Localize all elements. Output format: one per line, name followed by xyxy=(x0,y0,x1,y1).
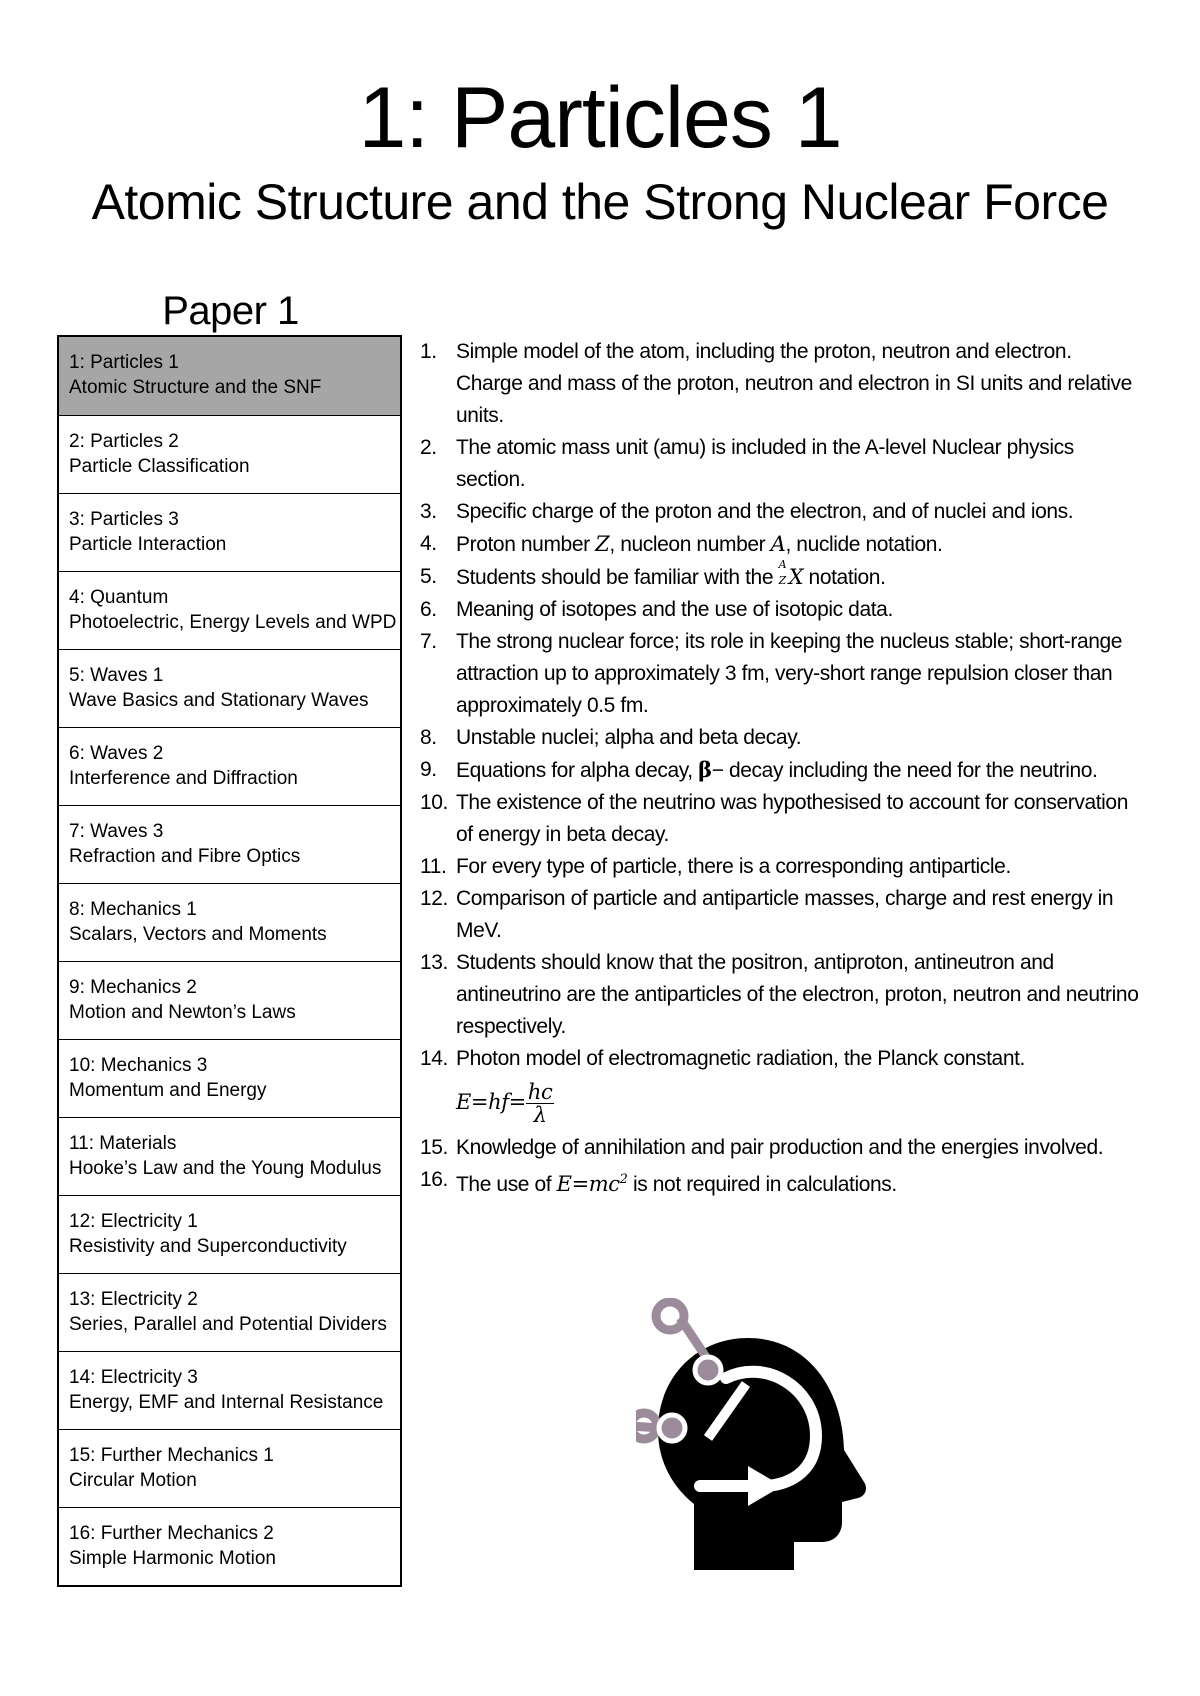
spec-item-number: 16. xyxy=(420,1168,448,1191)
nuclide-atomic-number: Z xyxy=(778,574,786,587)
nav-item-title: 13: Electricity 2 xyxy=(69,1289,198,1310)
spec-item xyxy=(420,432,1140,496)
spec-item-text: Proton number xyxy=(456,533,596,556)
spec-item-text: For every type of particle, there is a corresponding antiparticle. xyxy=(456,855,1011,878)
spec-item-number: 2. xyxy=(420,436,437,459)
nav-item-subtitle: Photoelectric, Energy Levels and WPD xyxy=(69,612,397,633)
spec-item xyxy=(420,626,1140,722)
nav-item-electricity-3[interactable] xyxy=(59,1351,400,1429)
spec-item-number: 11. xyxy=(420,855,447,878)
nav-item-title: 9: Mechanics 2 xyxy=(69,977,197,998)
nav-item-particles-1[interactable] xyxy=(59,337,400,415)
topic-nav xyxy=(57,335,402,1587)
spec-item-text: Simple model of the atom, including the proton, neutron and electron. Charge and mass of the proton, neutron and electron in SI units and relative units. xyxy=(456,340,1132,427)
equation-denominator: λ xyxy=(533,1103,547,1127)
network-node xyxy=(695,1357,721,1383)
nav-item-subtitle: Interference and Diffraction xyxy=(69,768,298,789)
spec-item xyxy=(420,496,1140,528)
spec-item-text: Meaning of isotopes and the use of isotopic data. xyxy=(456,598,893,621)
nav-item-subtitle: Momentum and Energy xyxy=(69,1080,267,1101)
nuclide-mass-number: A xyxy=(778,558,787,571)
spec-item-text: Equations for alpha decay, xyxy=(456,759,699,782)
nav-item-title: 1: Particles 1 xyxy=(69,352,179,373)
spec-item-number: 9. xyxy=(420,758,437,781)
nav-item-title: 8: Mechanics 1 xyxy=(69,899,197,920)
spec-item-text: − decay including the need for the neutrino. xyxy=(711,759,1098,782)
nav-item-subtitle: Refraction and Fibre Optics xyxy=(69,846,301,867)
spec-item-text: Comparison of particle and antiparticle masses, charge and rest energy in MeV. xyxy=(456,887,1114,942)
spec-item-text: Students should know that the positron, antiproton, antineutron and antineutrino are the antiparticles of the electron, proton, neutron and neutrino respectively. xyxy=(456,951,1139,1038)
nav-item-title: 16: Further Mechanics 2 xyxy=(69,1523,274,1544)
spec-item-number: 6. xyxy=(420,598,437,621)
nav-item-particles-2[interactable] xyxy=(59,415,400,493)
spec-item xyxy=(420,1132,1140,1164)
nav-item-subtitle: Motion and Newton’s Laws xyxy=(69,1002,296,1023)
spec-item-text: Knowledge of annihilation and pair production and the energies involved. xyxy=(456,1136,1104,1159)
nav-item-quantum[interactable] xyxy=(59,571,400,649)
paper-label: Paper 1 xyxy=(162,289,299,333)
nav-item-title: 3: Particles 3 xyxy=(69,509,179,530)
nav-item-electricity-1[interactable] xyxy=(59,1195,400,1273)
spec-item-text: Unstable nuclei; alpha and beta decay. xyxy=(456,726,802,749)
spec-item-number: 13. xyxy=(420,951,448,974)
spec-item xyxy=(420,883,1140,947)
nav-item-subtitle: Wave Basics and Stationary Waves xyxy=(69,690,369,711)
spec-item-number: 4. xyxy=(420,532,437,555)
nav-item-further-mechanics-2[interactable] xyxy=(59,1507,400,1585)
network-node xyxy=(659,1415,685,1441)
spec-item-text: The atomic mass unit (amu) is included in the A-level Nuclear physics section. xyxy=(456,436,1074,491)
specification-list xyxy=(420,336,1140,1201)
nuclide-notation xyxy=(778,558,804,593)
nav-item-waves-1[interactable] xyxy=(59,649,400,727)
nav-item-subtitle: Particle Classification xyxy=(69,456,250,477)
spec-item-text: Students should be familiar with the xyxy=(456,566,779,589)
spec-item-number: 3. xyxy=(420,500,437,523)
nav-item-mechanics-2[interactable] xyxy=(59,961,400,1039)
spec-item-number: 8. xyxy=(420,726,437,749)
page-subtitle: Atomic Structure and the Strong Nuclear Force xyxy=(91,174,1109,230)
nav-item-subtitle: Simple Harmonic Motion xyxy=(69,1548,276,1569)
spec-item xyxy=(420,754,1140,787)
equation-fraction xyxy=(526,1081,555,1126)
nav-item-particles-3[interactable] xyxy=(59,493,400,571)
nav-item-electricity-2[interactable] xyxy=(59,1273,400,1351)
spec-item-number: 15. xyxy=(420,1136,448,1159)
nav-item-title: 15: Further Mechanics 1 xyxy=(69,1445,274,1466)
spec-item xyxy=(420,947,1140,1043)
nav-item-subtitle: Particle Interaction xyxy=(69,534,227,555)
nav-item-subtitle: Energy, EMF and Internal Resistance xyxy=(69,1392,384,1413)
spec-item-number: 14. xyxy=(420,1047,448,1070)
nav-item-subtitle: Scalars, Vectors and Moments xyxy=(69,924,327,945)
spec-item xyxy=(420,558,1140,594)
network-node xyxy=(656,1302,684,1330)
spec-item-text: Photon model of electromagnetic radiation, the Planck constant. xyxy=(456,1047,1025,1070)
spec-item-text: The use of xyxy=(456,1173,557,1196)
proton-number-symbol: Z xyxy=(595,532,610,556)
nav-item-waves-2[interactable] xyxy=(59,727,400,805)
spec-item-text: , nuclide notation. xyxy=(785,533,943,556)
spec-item xyxy=(420,722,1140,754)
head-with-network-icon xyxy=(636,1298,886,1570)
equation-exponent: 2 xyxy=(619,1172,628,1187)
nav-item-further-mechanics-1[interactable] xyxy=(59,1429,400,1507)
nav-item-title: 10: Mechanics 3 xyxy=(69,1055,208,1076)
spec-item-text: notation. xyxy=(803,566,886,589)
beta-symbol: β xyxy=(698,757,712,782)
photon-energy-equation xyxy=(456,1075,1140,1132)
spec-item-number: 1. xyxy=(420,340,437,363)
nav-item-title: 11: Materials xyxy=(69,1133,177,1154)
page-title: 1: Particles 1 xyxy=(358,70,842,166)
spec-item-text: Specific charge of the proton and the electron, and of nuclei and ions. xyxy=(456,500,1074,523)
nav-item-waves-3[interactable] xyxy=(59,805,400,883)
spec-item xyxy=(420,1164,1140,1201)
spec-item xyxy=(420,594,1140,626)
spec-item xyxy=(420,851,1140,883)
nav-item-materials[interactable] xyxy=(59,1117,400,1195)
nav-item-subtitle: Series, Parallel and Potential Dividers xyxy=(69,1314,387,1335)
nucleon-number-symbol: A xyxy=(770,532,786,556)
spec-item xyxy=(420,336,1140,432)
nuclide-symbol: X xyxy=(788,565,804,589)
nav-item-title: 14: Electricity 3 xyxy=(69,1367,198,1388)
spec-item-text: The existence of the neutrino was hypothesised to account for conservation of energy in beta decay. xyxy=(456,791,1128,846)
spec-item-text: is not required in calculations. xyxy=(627,1173,897,1196)
spec-item-text: , nucleon number xyxy=(609,533,771,556)
spec-item-number: 7. xyxy=(420,630,437,653)
spec-item xyxy=(420,528,1140,561)
spec-item xyxy=(420,1043,1140,1132)
nav-item-title: 6: Waves 2 xyxy=(69,743,164,764)
spec-item-number: 12. xyxy=(420,887,448,910)
mass-energy-equation: E=mc xyxy=(556,1172,620,1196)
nav-item-title: 5: Waves 1 xyxy=(69,665,164,686)
equation-lhs: E=hf= xyxy=(456,1090,526,1115)
nav-item-subtitle: Hooke’s Law and the Young Modulus xyxy=(69,1158,382,1179)
nav-item-title: 4: Quantum xyxy=(69,587,169,608)
nav-item-subtitle: Resistivity and Superconductivity xyxy=(69,1236,347,1257)
nav-item-subtitle: Circular Motion xyxy=(69,1470,197,1491)
nav-item-title: 2: Particles 2 xyxy=(69,431,179,452)
spec-item-number: 10. xyxy=(420,791,448,814)
nav-item-mechanics-1[interactable] xyxy=(59,883,400,961)
equation-numerator: hc xyxy=(527,1080,553,1104)
nav-item-title: 7: Waves 3 xyxy=(69,821,164,842)
spec-item xyxy=(420,787,1140,851)
nav-item-mechanics-3[interactable] xyxy=(59,1039,400,1117)
nav-item-subtitle: Atomic Structure and the SNF xyxy=(69,377,322,398)
spec-item-number: 5. xyxy=(420,565,437,588)
nav-item-title: 12: Electricity 1 xyxy=(69,1211,198,1232)
spec-item-text: The strong nuclear force; its role in keeping the nucleus stable; short-range attraction up to approximately 3 fm, very-short range repulsion closer than approximately 0.5 fm. xyxy=(456,630,1123,717)
